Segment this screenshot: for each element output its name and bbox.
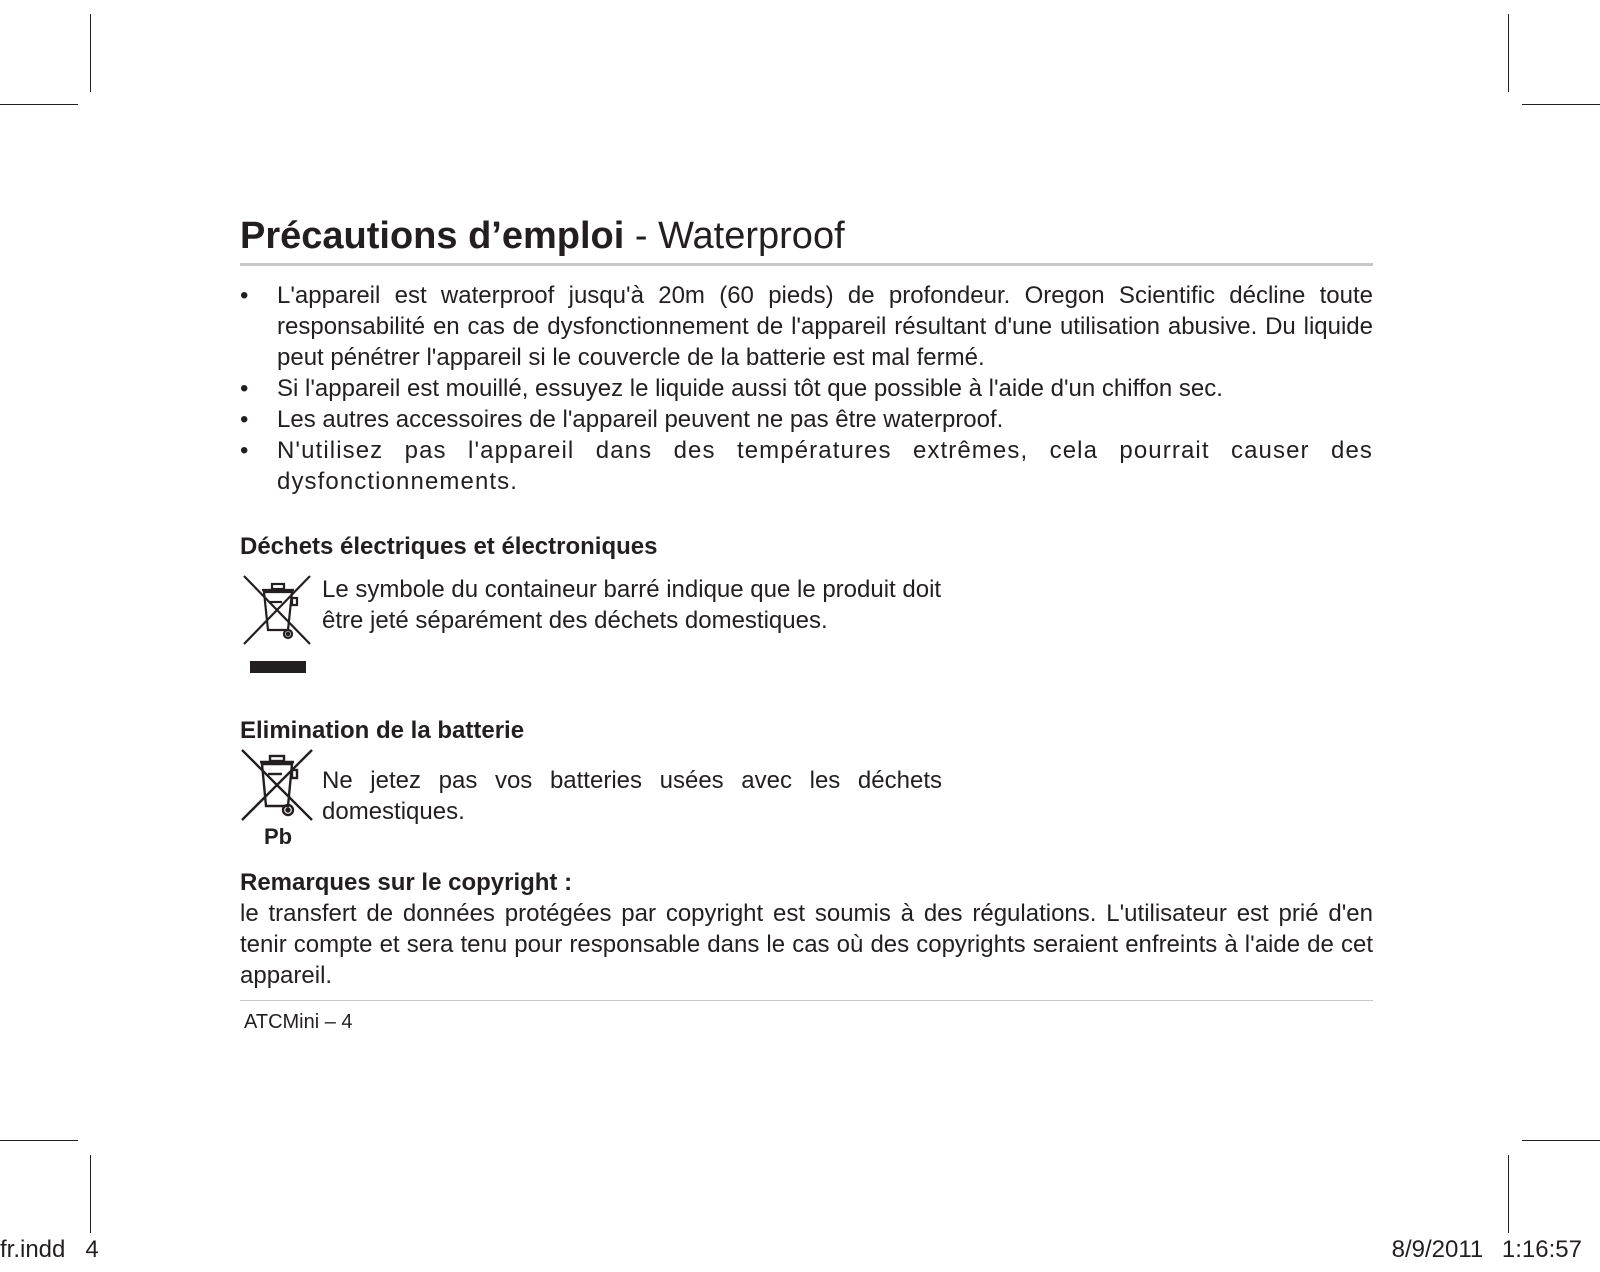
crossed-out-bin-pb-icon xyxy=(240,748,314,853)
bullet: • xyxy=(240,437,250,464)
copyright-heading: Remarques sur le copyright : xyxy=(240,869,573,896)
crop-mark xyxy=(90,1155,91,1233)
crop-mark xyxy=(1522,104,1600,105)
bullet: • xyxy=(240,406,249,433)
crop-mark xyxy=(1522,1140,1600,1141)
weee-row xyxy=(240,572,1373,679)
pb-label: Pb xyxy=(264,824,293,848)
page-title xyxy=(240,212,1373,266)
battery-text: Ne jetez pas vos batteries usées avec les déchets domestiques. xyxy=(322,767,942,825)
crop-mark xyxy=(1508,1155,1509,1233)
list-item-text: N'utilisez pas l'appareil dans des températures extrêmes, cela pourrait causer des dysfonctionnements. xyxy=(277,437,1373,495)
page-footer: ATCMini – 4 xyxy=(244,1011,353,1033)
crop-mark xyxy=(0,104,78,105)
title-normal: - Waterproof xyxy=(624,215,845,257)
crossed-out-bin-icon xyxy=(240,572,314,679)
crop-mark xyxy=(90,14,91,92)
crop-mark xyxy=(1508,14,1509,92)
title-bold: Précautions d’emploi xyxy=(240,215,625,257)
list-item xyxy=(240,404,1373,435)
copyright-text: le transfert de données protégées par copyright est soumis à des régulations. L'utilisateur est prié d'en tenir compte et sera tenu pour responsable dans le cas où des copyrights seraient enfreints à l'aide de cet appareil. xyxy=(240,898,1373,1001)
list-item-text: Si l'appareil est mouillé, essuyez le liquide aussi tôt que possible à l'aide d'un chiffon sec. xyxy=(277,375,1223,402)
bullet: • xyxy=(240,282,249,309)
page-content xyxy=(240,212,1373,1034)
crop-mark xyxy=(0,1140,78,1141)
slug-datetime: 8/9/2011 1:16:57 xyxy=(1391,1236,1582,1263)
list-item xyxy=(240,435,1373,497)
precautions-list xyxy=(240,280,1373,497)
slug-filename: fr.indd 4 xyxy=(0,1236,99,1263)
list-item xyxy=(240,373,1373,404)
bullet: • xyxy=(240,375,249,402)
list-item-text: L'appareil est waterproof jusqu'à 20m (60 pieds) de profondeur. Oregon Scientific décline toute responsabilité en cas de dysfonctionnement de l'appareil résultant d'une utilisation abusive. Du liquide peut pénétrer l'appareil si le couvercle de la batterie est mal fermé. xyxy=(277,282,1373,371)
battery-heading: Elimination de la batterie xyxy=(240,717,525,744)
battery-row xyxy=(240,748,1373,853)
weee-heading: Déchets électriques et électroniques xyxy=(240,533,658,560)
list-item-text: Les autres accessoires de l'appareil peuvent ne pas être waterproof. xyxy=(277,406,1004,433)
list-item xyxy=(240,280,1373,373)
weee-text: Le symbole du containeur barré indique que le produit doit être jeté séparément des déchets domestiques. xyxy=(322,576,942,634)
